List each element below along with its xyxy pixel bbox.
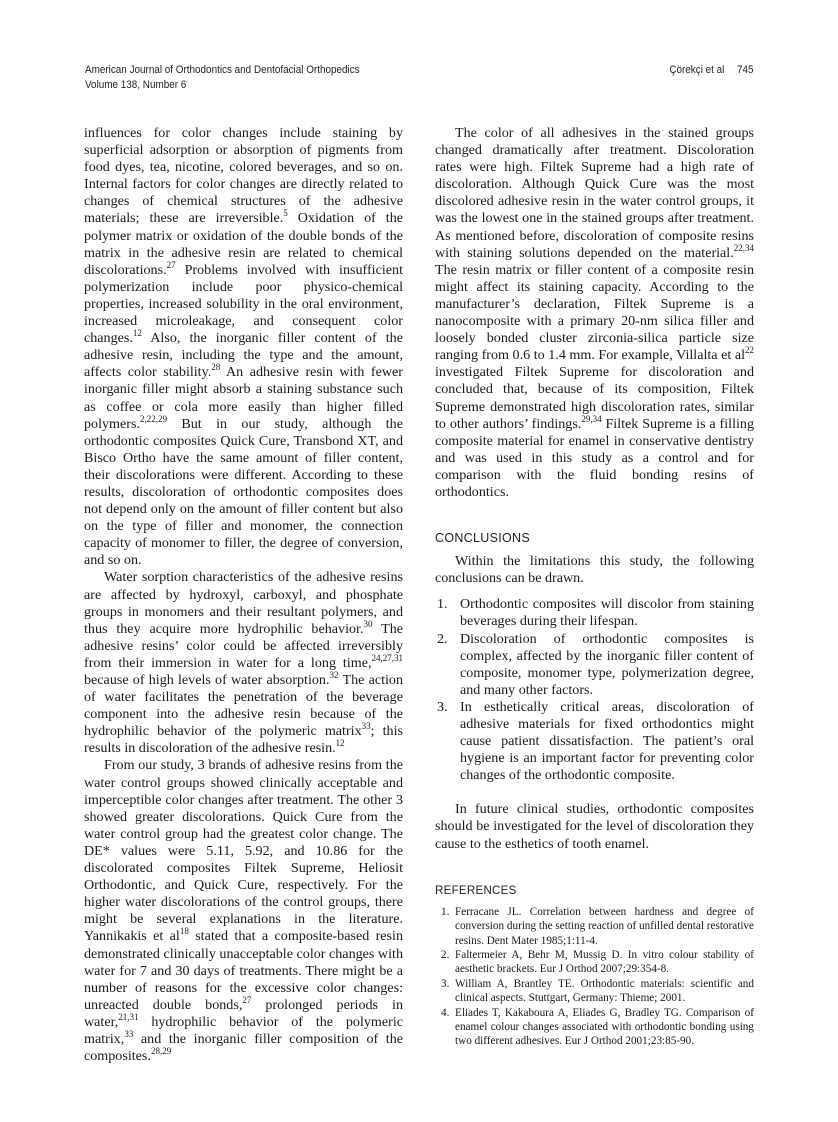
- body-paragraph: [84, 569, 403, 757]
- citation-superscript: 22,34: [733, 242, 754, 253]
- conclusion-item: [435, 631, 754, 699]
- citation-superscript: 18: [179, 926, 189, 937]
- paragraph-text: ; this results in discoloration of the adhesive resin.: [84, 723, 403, 757]
- references-list: [435, 905, 754, 1049]
- journal-volume: Volume 138, Number 6: [85, 79, 187, 91]
- future-studies-paragraph: In future clinical studies, orthodontic composites should be investigated for the level of discoloration they cause to the esthetics of tooth enamel.: [435, 801, 754, 852]
- body-paragraph: [84, 757, 403, 1065]
- paragraph-text: because of high levels of water absorption.: [84, 672, 330, 688]
- ref-number: 3.: [441, 977, 450, 990]
- right-column: [435, 125, 754, 1049]
- conclusions-intro: Within the limitations this study, the following conclusions can be drawn.: [435, 553, 754, 587]
- paragraph-text: The color of all adhesives in the stained groups changed dramatically after treatment. Discoloration rates were high. Filtek Supreme had a high rate of discoloration. Although Quick Cure was the most discolored adhesive resin in the water control groups, it was the lowest one in the stained groups after treatment. As mentioned before, discoloration of composite resins with staining solutions depended on the material.: [435, 125, 754, 261]
- left-column: [84, 125, 403, 1065]
- paragraph-text: investigated Filtek Supreme for discoloration and concluded that, because of its composition, Filtek Supreme demonstrated high discoloration rates, similar to other authors’ findings.: [435, 364, 754, 432]
- reference-item: [435, 977, 754, 1006]
- conclusion-item: [435, 596, 754, 630]
- citation-superscript: 22: [745, 345, 754, 356]
- reference-item: [435, 948, 754, 977]
- citation-superscript: 21,31: [118, 1011, 139, 1022]
- paragraph-text: influences for color changes include staining by superficial adsorption or absorption of pigments from food dyes, tea, nicotine, colored beverages, and so on. Internal factors for color changes are directly related to changes of chemical structures of the adhesive materials; these are irreversible.: [84, 125, 403, 227]
- item-number: 1.: [437, 596, 448, 613]
- reference-item: [435, 905, 754, 948]
- running-authors: Çörekçi et al: [668, 64, 724, 76]
- item-number: 2.: [437, 630, 448, 647]
- body-paragraph: [435, 125, 754, 501]
- paragraph-text: Water sorption characteristics of the adhesive resins are affected by hydroxyl, carboxyl, and phosphate groups in monomers and their resultant polymers, and thus they acquire more hydrophilic behavior.: [84, 569, 403, 637]
- page-number: 745: [736, 64, 753, 76]
- citation-superscript: 28: [211, 362, 221, 373]
- citation-superscript: 2,22,29: [139, 413, 167, 424]
- paragraph-text: The action of water facilitates the penetration of the beverage component into the adhesive resin because of the hydrophilic behavior of the polymeric matrix: [84, 672, 403, 740]
- citation-superscript: 27: [242, 994, 252, 1005]
- paragraph-text: From our study, 3 brands of adhesive resins from the water control groups showed clinically acceptable and imperceptible color changes after treatment. The other 3 showed greater discolorations. Quick Cure from the water control group had the greatest color change. The DE* values were 5.11, 5.92, and 10.86 for the discolorated composites Filtek Supreme, Heliosit Orthodontic, and Quick Cure, respectively. For the higher water discolorations of the control groups, there might be several explanations in the literature. Yannikakis et al: [84, 757, 403, 945]
- ref-text: Eliades T, Kakaboura A, Eliades G, Bradley TG. Comparison of enamel colour changes associated with orthodontic bonding using two different adhesives. Eur J Orthod 2001;23:85-90.: [455, 1006, 754, 1048]
- paragraph-text: An adhesive resin with fewer inorganic filler might absorb a staining substance such as coffee or cola more easily than higher filled polymers.: [84, 364, 403, 432]
- reference-item: [435, 1006, 754, 1049]
- paragraph-text: Problems involved with insufficient polymerization include poor physico-chemical properties, increased solubility in the oral environment, increased microleakage, and consequent color changes.: [84, 261, 403, 347]
- conclusions-heading: CONCLUSIONS: [435, 531, 530, 546]
- running-header-left: [85, 63, 360, 93]
- citation-superscript: 32: [329, 670, 339, 680]
- conclusion-item: [435, 699, 754, 784]
- conclusions-list: [435, 596, 754, 784]
- citation-superscript: 29,34: [581, 413, 602, 424]
- paragraph-text: Filtek Supreme is a filling composite material for enamel in conservative dentistry and was used in this study as a control and for comparison with the fluid bonding resins of orthodontics.: [435, 415, 754, 500]
- paragraph-text: But in our study, although the orthodontic composites Quick Cure, Transbond XT, and Bisco Ortho have the same amount of filler content, their discolorations were different. According to these results, discoloration of orthodontic composites does not depend only on the amount of filler content but also on the type of filler and monomer, the connection capacity of monomer to filler, the degree of conversion, and so on.: [84, 415, 403, 569]
- ref-number: 1.: [441, 905, 450, 918]
- citation-superscript: 28,29: [150, 1046, 172, 1057]
- ref-number: 4.: [441, 1006, 450, 1019]
- citation-superscript: 5: [283, 208, 288, 219]
- paragraph-text: Also, the inorganic filler content of the adhesive resin, including the type and the amount, affects color stability.: [84, 330, 403, 381]
- body-paragraph: [84, 125, 403, 569]
- paragraph-text: and the inorganic filler composition of the composites.: [84, 1030, 403, 1065]
- citation-superscript: 33: [361, 721, 371, 732]
- references-heading: REFERENCES: [435, 884, 517, 897]
- item-text: Orthodontic composites will discolor from staining beverages during their lifespan.: [460, 596, 754, 630]
- paragraph-text: stated that a composite-based resin demonstrated clinically unacceptable color changes with water for 7 and 30 days of treatments. There might be a number of reasons for the excessive color changes: unreacted double bonds,: [84, 928, 403, 1013]
- ref-text: Ferracane JL. Correlation between hardness and degree of conversion during the setting reaction of unfilled dental restorative resins. Dent Mater 1985;1:11-4.: [455, 905, 754, 947]
- ref-text: William A, Brantley TE. Orthodontic materials: scientific and clinical aspects. Stuttgart, Germany: Thieme; 2001.: [455, 977, 754, 1005]
- citation-superscript: 27: [166, 259, 176, 270]
- item-text: In esthetically critical areas, discoloration of adhesive materials for fixed orthodontics might cause patient dissatisfaction. The patient’s oral hygiene is an important factor for preventing color changes of the orthodontic composite.: [460, 698, 754, 784]
- paragraph-text: The resin matrix or filler content of a composite resin might affect its staining capacity. According to the manufacturer’s declaration, Filtek Supreme is a nanocomposite with a primary 20-nm silica filler and loosely bonded cluster zirconia-silica particle size ranging from 0.6 to 1.4 mm. For example, Villalta et al: [435, 261, 754, 364]
- ref-number: 2.: [441, 948, 450, 961]
- running-header-right: [669, 63, 753, 78]
- paragraph-text: The adhesive resins’ color could be affected irreversibly from their immersion in water for a long time,: [84, 620, 403, 671]
- paragraph-text: hydrophilic behavior of the polymeric matrix,: [84, 1013, 403, 1047]
- journal-title: American Journal of Orthodontics and Dentofacial Orthopedics: [85, 64, 360, 76]
- paragraph-text: Oxidation of the polymer matrix or oxidation of the double bonds of the matrix in the adhesive resin are related to chemical discolorations.: [84, 210, 403, 278]
- citation-superscript: 12: [335, 738, 345, 749]
- citation-superscript: 33: [124, 1028, 134, 1039]
- paragraph-text: prolonged periods in water,: [84, 996, 403, 1030]
- citation-superscript: 12: [132, 328, 142, 339]
- item-number: 3.: [437, 698, 448, 715]
- item-text: Discoloration of orthodontic composites is complex, affected by the inorganic filler content of composite, monomer type, polymerization degree, and many other factors.: [460, 630, 754, 698]
- citation-superscript: 30: [363, 618, 373, 629]
- citation-superscript: 24,27,31: [371, 652, 403, 663]
- ref-text: Faltermeier A, Behr M, Mussig D. In vitro colour stability of aesthetic brackets. Eur J Orthod 2007;29:354-8.: [455, 948, 754, 976]
